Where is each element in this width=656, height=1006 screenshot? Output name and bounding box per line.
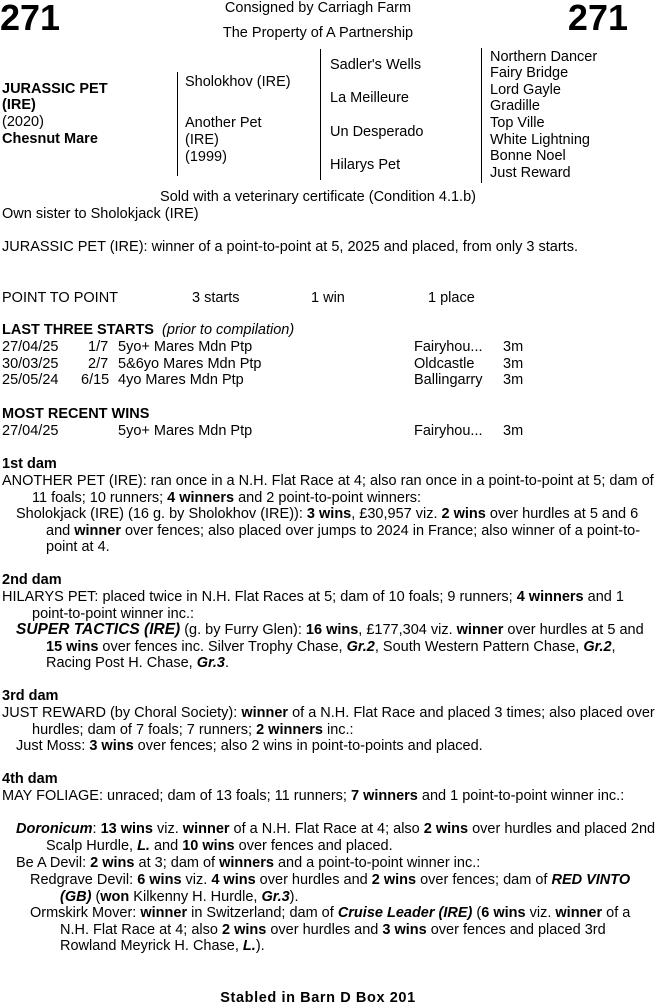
- listed-mark: L.: [242, 938, 256, 955]
- text-bold: winner: [74, 522, 121, 539]
- text-bold: 4 wins: [211, 872, 256, 888]
- pedigree-gen4-6: White Lightning: [490, 132, 590, 148]
- pedigree-gen4-5: Top Ville: [490, 115, 545, 131]
- text-bold: 2 wins: [441, 506, 486, 522]
- horse-year: (2020): [2, 114, 44, 130]
- win-race: 5yo+ Mares Mdn Ptp: [118, 423, 253, 439]
- pedigree-gen4-4: Gradille: [490, 98, 540, 114]
- consignor: Consigned by Carriagh Farm: [224, 0, 412, 16]
- sister-note: Own sister to Sholokjack (IRE): [2, 206, 199, 222]
- text-bold: 3 wins: [306, 506, 352, 522]
- text-run: of a N.H. Flat Race at 4; also: [60, 905, 631, 938]
- horse-name-black-type: SUPER TACTICS (IRE): [16, 621, 181, 638]
- fourth-dam-progeny-ormskirk-mover: [30, 905, 656, 955]
- grade: Gr.3: [196, 655, 225, 672]
- win-distance: 3m: [503, 423, 524, 439]
- grade: Gr.3: [261, 888, 290, 905]
- text-run: Kilkenny H. Hurdle,: [129, 888, 262, 905]
- pedigree-dam-line1: Another Pet: [185, 115, 262, 131]
- text-run: over hurdles at 5 and: [503, 622, 644, 638]
- text-bold: winner: [182, 821, 230, 837]
- horse-country: (IRE): [2, 97, 36, 113]
- text-run: (g. by Furry Glen):: [180, 622, 306, 638]
- text-run: ).: [255, 938, 265, 955]
- text-bold: 3 wins: [382, 921, 427, 938]
- horse-name-black-type: Doronicum: [16, 821, 93, 837]
- property-line: The Property of A Partnership: [222, 25, 414, 41]
- text-bold: 15 wins: [46, 638, 99, 655]
- last-three-note: (prior to compilation): [162, 322, 295, 338]
- start-date: 25/05/24: [2, 372, 59, 388]
- text-run: over hurdles and placed 2nd Scalp Hurdle,: [46, 821, 656, 854]
- text-bold: 2 wins: [90, 855, 135, 871]
- start-race: 5&6yo Mares Mdn Ptp: [118, 356, 262, 372]
- text-run: .: [224, 655, 229, 672]
- pedigree-gen4-8: Just Reward: [490, 165, 571, 181]
- horse-name-black-type: RED VINTO (GB): [60, 872, 631, 905]
- text-run: of a N.H. Flat Race and placed 3 times; also placed over hurdles; dam of 7 foals; 7 runners;: [32, 705, 655, 738]
- text-bold: winner: [241, 705, 289, 721]
- start-course: Fairyhou...: [414, 339, 483, 355]
- horse-colour-sex: Chesnut Mare: [2, 131, 98, 147]
- third-dam-paragraph: [2, 705, 656, 738]
- text-run: over fences; dam of: [416, 872, 552, 888]
- text-run: and 2 point-to-point winners:: [234, 489, 422, 506]
- text-run: and 1 point-to-point winner inc.:: [32, 589, 624, 622]
- text-run: viz.: [525, 905, 556, 921]
- text-run: over fences and placed 3rd Rowland Meyrick H. Chase,: [60, 921, 606, 955]
- third-dam-progeny: [16, 738, 656, 755]
- text-bold: winner: [555, 905, 603, 921]
- text-run: , £30,957 viz.: [351, 506, 442, 522]
- text-bold: 2 winners: [256, 721, 323, 738]
- start-race: 4yo Mares Mdn Ptp: [118, 372, 244, 388]
- recent-wins-heading: MOST RECENT WINS: [2, 406, 150, 422]
- second-dam-paragraph: [2, 589, 656, 622]
- text-run: ANOTHER PET (IRE): ran once in a N.H. Flat Race at 4; also ran once in a point-to-point at 5; dam of 11 foals; 10 runners;: [2, 473, 654, 506]
- text-bold: winners: [219, 855, 274, 871]
- start-position: 6/15: [81, 372, 110, 388]
- second-dam-heading: 2nd dam: [2, 572, 62, 588]
- text-run: HILARYS PET: placed twice in N.H. Flat Races at 5; dam of 10 foals; 9 runners;: [2, 589, 517, 605]
- text-run: JUST REWARD (by Choral Society):: [2, 705, 242, 721]
- first-dam-heading: 1st dam: [2, 456, 57, 472]
- text-run: over fences inc. Silver Trophy Chase,: [98, 638, 347, 655]
- text-bold: won: [100, 888, 130, 905]
- pedigree-gen3-4: Hilarys Pet: [330, 157, 401, 173]
- text-bold: 4 winners: [167, 489, 235, 506]
- last-three-heading: LAST THREE STARTS: [2, 322, 154, 338]
- pedigree-gen4-3: Lord Gayle: [490, 82, 561, 98]
- text-bold: 2 wins: [423, 821, 469, 837]
- pedigree-divider-2: [320, 49, 321, 180]
- fourth-dam-progeny-doronicum: [16, 821, 656, 854]
- text-run: over hurdles at 5 and 6 and: [46, 506, 639, 539]
- start-distance: 3m: [503, 356, 524, 372]
- lot-number-left: 271: [0, 0, 61, 38]
- text-run: in Switzerland; dam of: [187, 905, 338, 921]
- text-bold: winner: [456, 622, 504, 638]
- grade: Gr.2: [583, 638, 612, 655]
- summary-paragraph: JURASSIC PET (IRE): winner of a point-to-point at 5, 2025 and placed, from only 3 starts.: [2, 239, 578, 255]
- vet-certificate-note: Sold with a veterinary certificate (Condition 4.1.b): [160, 189, 476, 205]
- text-run: , South Western Pattern Chase,: [374, 638, 584, 655]
- text-run: (: [91, 888, 101, 905]
- lot-number-right: 271: [567, 0, 628, 38]
- text-run: Ormskirk Mover:: [30, 905, 141, 921]
- text-run: Sholokjack (IRE) (16 g. by Sholokhov (IRE)):: [16, 506, 307, 522]
- text-run: ).: [289, 888, 299, 905]
- text-bold: winner: [140, 905, 188, 921]
- stabled-location: Stabled in Barn D Box 201: [220, 990, 416, 1006]
- fourth-dam-heading: 4th dam: [2, 771, 58, 787]
- pedigree-gen4-7: Bonne Noel: [490, 148, 566, 164]
- pedigree-gen3-2: La Meilleure: [330, 90, 409, 106]
- pedigree-gen3-1: Sadler's Wells: [330, 57, 422, 73]
- text-run: over hurdles and: [255, 872, 372, 888]
- text-bold: 6 wins: [137, 872, 182, 888]
- start-date: 30/03/25: [2, 356, 59, 372]
- text-bold: 2 wins: [221, 921, 267, 938]
- text-bold: 13 wins: [100, 821, 153, 837]
- text-bold: 6 wins: [481, 905, 526, 921]
- pedigree-dam-line2: (IRE): [185, 132, 219, 148]
- pedigree-dam-line3: (1999): [185, 149, 227, 165]
- win-date: 27/04/25: [2, 423, 59, 439]
- start-course: Oldcastle: [414, 356, 475, 372]
- pedigree-divider-3: [481, 48, 482, 183]
- start-position: 2/7: [88, 356, 109, 372]
- record-starts: 3 starts: [192, 290, 240, 306]
- record-label: POINT TO POINT: [2, 290, 119, 306]
- text-bold: 2 wins: [371, 872, 417, 888]
- text-run: MAY FOLIAGE: unraced; dam of 13 foals; 11 runners;: [2, 788, 351, 804]
- start-race: 5yo+ Mares Mdn Ptp: [118, 339, 253, 355]
- text-run: Just Moss:: [16, 738, 90, 754]
- horse-name: JURASSIC PET: [2, 81, 108, 97]
- text-run: , Racing Post H. Chase,: [46, 638, 616, 672]
- start-distance: 3m: [503, 339, 524, 355]
- text-run: and 1 point-to-point winner inc.:: [417, 788, 625, 804]
- pedigree-sire: Sholokhov (IRE): [185, 74, 291, 90]
- horse-name-black-type: Cruise Leader (IRE): [337, 905, 473, 921]
- fourth-dam-progeny-redgrave-devil: [30, 872, 656, 905]
- text-run: of a N.H. Flat Race at 4; also: [229, 821, 424, 837]
- grade: Gr.2: [346, 638, 375, 655]
- start-date: 27/04/25: [2, 339, 59, 355]
- text-run: over hurdles and: [266, 921, 383, 938]
- pedigree-gen4-2: Fairy Bridge: [490, 65, 569, 81]
- fourth-dam-progeny-be-a-devil: [16, 855, 656, 872]
- text-run: over fences; also 2 wins in point-to-points and placed.: [133, 738, 483, 754]
- text-run: (: [472, 905, 482, 921]
- listed-mark: L.: [137, 837, 150, 854]
- text-run: , £177,304 viz.: [358, 622, 457, 638]
- third-dam-heading: 3rd dam: [2, 688, 59, 704]
- text-run: inc.:: [322, 721, 354, 738]
- pedigree-gen4-1: Northern Dancer: [490, 49, 598, 65]
- start-course: Ballingarry: [414, 372, 483, 388]
- text-run: and a point-to-point winner inc.:: [273, 855, 481, 871]
- first-dam-progeny: [16, 506, 656, 556]
- win-course: Fairyhou...: [414, 423, 483, 439]
- text-run: Be A Devil:: [16, 855, 91, 871]
- text-run: viz.: [181, 872, 212, 888]
- text-run: :: [92, 821, 101, 837]
- record-places: 1 place: [428, 290, 475, 306]
- pedigree-divider-1: [177, 72, 178, 176]
- text-run: Redgrave Devil:: [30, 872, 138, 888]
- start-distance: 3m: [503, 372, 524, 388]
- text-run: over fences; also placed over jumps to 2024 in France; also winner of a point-to-point at 4.: [46, 522, 641, 556]
- second-dam-progeny: [16, 622, 656, 672]
- text-bold: 16 wins: [305, 622, 359, 638]
- record-wins: 1 win: [311, 290, 345, 306]
- text-bold: 3 wins: [89, 738, 134, 754]
- text-bold: 7 winners: [350, 788, 418, 804]
- first-dam-paragraph: [2, 473, 656, 506]
- text-run: and: [149, 837, 183, 854]
- last-three-heading-wrap: [2, 322, 294, 339]
- text-bold: 4 winners: [516, 589, 584, 605]
- text-run: at 3; dam of: [134, 855, 220, 871]
- fourth-dam-paragraph: [2, 788, 656, 805]
- text-bold: 10 wins: [182, 837, 235, 854]
- pedigree-gen3-3: Un Desperado: [330, 124, 424, 140]
- text-run: over fences and placed.: [234, 837, 393, 854]
- text-run: viz.: [152, 821, 183, 837]
- start-position: 1/7: [88, 339, 109, 355]
